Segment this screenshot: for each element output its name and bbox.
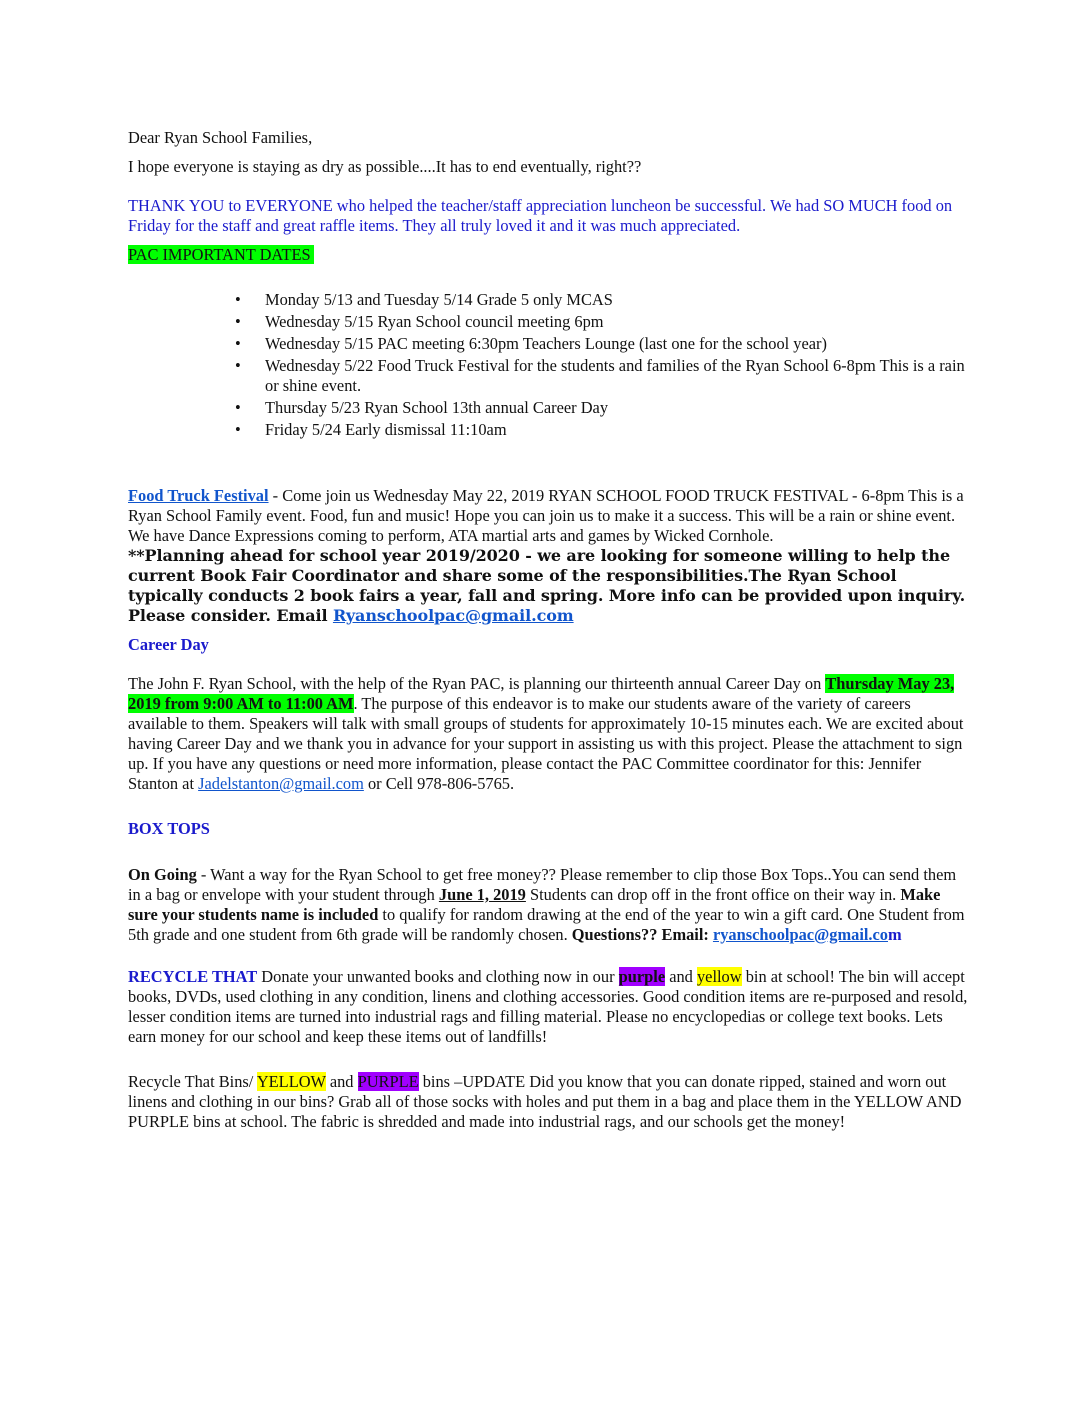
pac-heading-line	[128, 245, 968, 265]
career-text-2: . The purpose of this endeavor is to make our students aware of the variety of careers available to them. Speakers will talk with small groups of students for approximately 10-15 minutes each. We are excited about having Career Day and we thank you in advance for your support in assisting us with this project. Please the attachment to sign up. If you have any questions or need more information, please contact the PAC Committee coordinator for this: Jennifer Stanton at	[128, 694, 964, 793]
pac-important-dates-heading: PAC IMPORTANT DATES	[128, 245, 314, 264]
box-tops-label: On Going	[128, 865, 197, 884]
update-text-1: Recycle That Bins/	[128, 1072, 257, 1091]
thanks-paragraph: THANK YOU to EVERYONE who helped the teacher/staff appreciation luncheon be successful. We had SO MUCH food on Friday for the staff and great raffle items. They all truly loved it and it was much appreciated.	[128, 196, 953, 235]
greeting: Dear Ryan School Families,	[128, 128, 313, 147]
food-truck-text: - Come join us Wednesday May 22, 2019 RYAN SCHOOL FOOD TRUCK FESTIVAL - 6-8pm This is a Ryan School Family event. Food, fun and music! Hope you can join us to make it a success. This will be a rain or shine event. We have Dance Expressions coming to perform, ATA martial arts and games by Wicked Cornhole.	[128, 486, 964, 545]
food-truck-paragraph	[128, 486, 968, 546]
career-day-heading: Career Day	[128, 635, 209, 654]
recycle-text-1: Donate your unwanted books and clothing now in our	[257, 967, 619, 986]
list-item: • Thursday 5/23 Ryan School 13th annual Career Day	[265, 398, 968, 418]
list-item: • Wednesday 5/22 Food Truck Festival for the students and families of the Ryan School 6-8pm This is a rain or shine event.	[265, 356, 968, 396]
book-fair-paragraph	[128, 546, 968, 626]
box-tops-bold-note: Make sure your students name is included	[128, 885, 941, 924]
list-item: • Wednesday 5/15 PAC meeting 6:30pm Teachers Lounge (last one for the school year)	[265, 334, 968, 354]
update-text-2: bins –UPDATE Did you know that you can donate ripped, stained and worn out linens and clothing in our bins? Grab all of those socks with holes and put them in a bag and place them in the YELLOW AND PURPLE bins at school. The fabric is shredded and made into industrial rags, and our schools get the money!	[128, 1072, 962, 1131]
update-and: and	[325, 1072, 358, 1091]
career-text-3: or Cell 978-806-5765.	[363, 774, 515, 793]
box-tops-email-tail: m	[888, 925, 902, 944]
list-item: • Friday 5/24 Early dismissal 11:10am	[265, 420, 968, 440]
recycle-paragraph	[128, 967, 968, 1047]
yellow-highlight: yellow	[696, 967, 742, 986]
recycle-and: and	[665, 967, 697, 986]
career-email-link[interactable]: Jadelstanton@gmail.com	[198, 774, 364, 793]
box-tops-text-1: - Want a way for the Ryan School to get free money?? Please remember to clip those Box Tops..You can send them in a bag or envelope with your student through	[128, 865, 957, 904]
box-tops-email-link[interactable]: ryanschoolpac@gmail.co	[712, 925, 888, 944]
box-tops-questions: Questions?? Email:	[571, 925, 713, 944]
recycle-that-heading: RECYCLE THAT	[128, 967, 258, 986]
box-tops-text-3: to qualify for random drawing at the end of the year to win a gift card. One Student from 5th grade and one student from 6th grade will be randomly chosen.	[128, 905, 965, 944]
newsletter-page	[128, 128, 968, 1132]
book-fair-email-link[interactable]: Ryanschoolpac@gmail.com	[332, 606, 574, 625]
food-truck-festival-link[interactable]: Food Truck Festival	[128, 486, 269, 505]
box-tops-text-2: Students can drop off in the front office on their way in.	[525, 885, 901, 904]
career-text-1: The John F. Ryan School, with the help of the Ryan PAC, is planning our thirteenth annual Career Day on	[128, 674, 826, 693]
box-tops-heading: BOX TOPS	[128, 819, 210, 838]
important-dates-list	[128, 290, 968, 440]
box-tops-date: June 1, 2019	[438, 885, 526, 904]
purple-highlight: PURPLE	[357, 1072, 419, 1091]
career-day-date: Thursday May 23, 2019 from 9:00 AM to 11:00 AM	[128, 674, 955, 713]
recycle-text-2: bin at school! The bin will accept books, DVDs, used clothing in any condition, linens and clothing accessories. Good condition items are re-purposed and resold, lesser condition items are turned into industrial rags and filling material. Please no encyclopedias or college text books. Lets earn money for our school and keep these items out of landfills!	[128, 967, 968, 1046]
list-item: • Wednesday 5/15 Ryan School council meeting 6pm	[265, 312, 968, 332]
recycle-update-paragraph	[128, 1072, 968, 1132]
book-fair-text: **Planning ahead for school year 2019/2020 - we are looking for someone willing to help the current Book Fair Coordinator and share some of the responsibilities.The Ryan School typically conducts 2 book fairs a year, fall and spring. More info can be provided upon inquiry. Please consider. Email	[128, 546, 966, 625]
box-tops-paragraph	[128, 865, 968, 945]
career-day-paragraph	[128, 674, 968, 794]
yellow-highlight: YELLOW	[256, 1072, 326, 1091]
intro-paragraph: I hope everyone is staying as dry as possible....It has to end eventually, right??	[128, 157, 642, 176]
purple-highlight: purple	[618, 967, 666, 986]
list-item: • Monday 5/13 and Tuesday 5/14 Grade 5 only MCAS	[265, 290, 968, 310]
